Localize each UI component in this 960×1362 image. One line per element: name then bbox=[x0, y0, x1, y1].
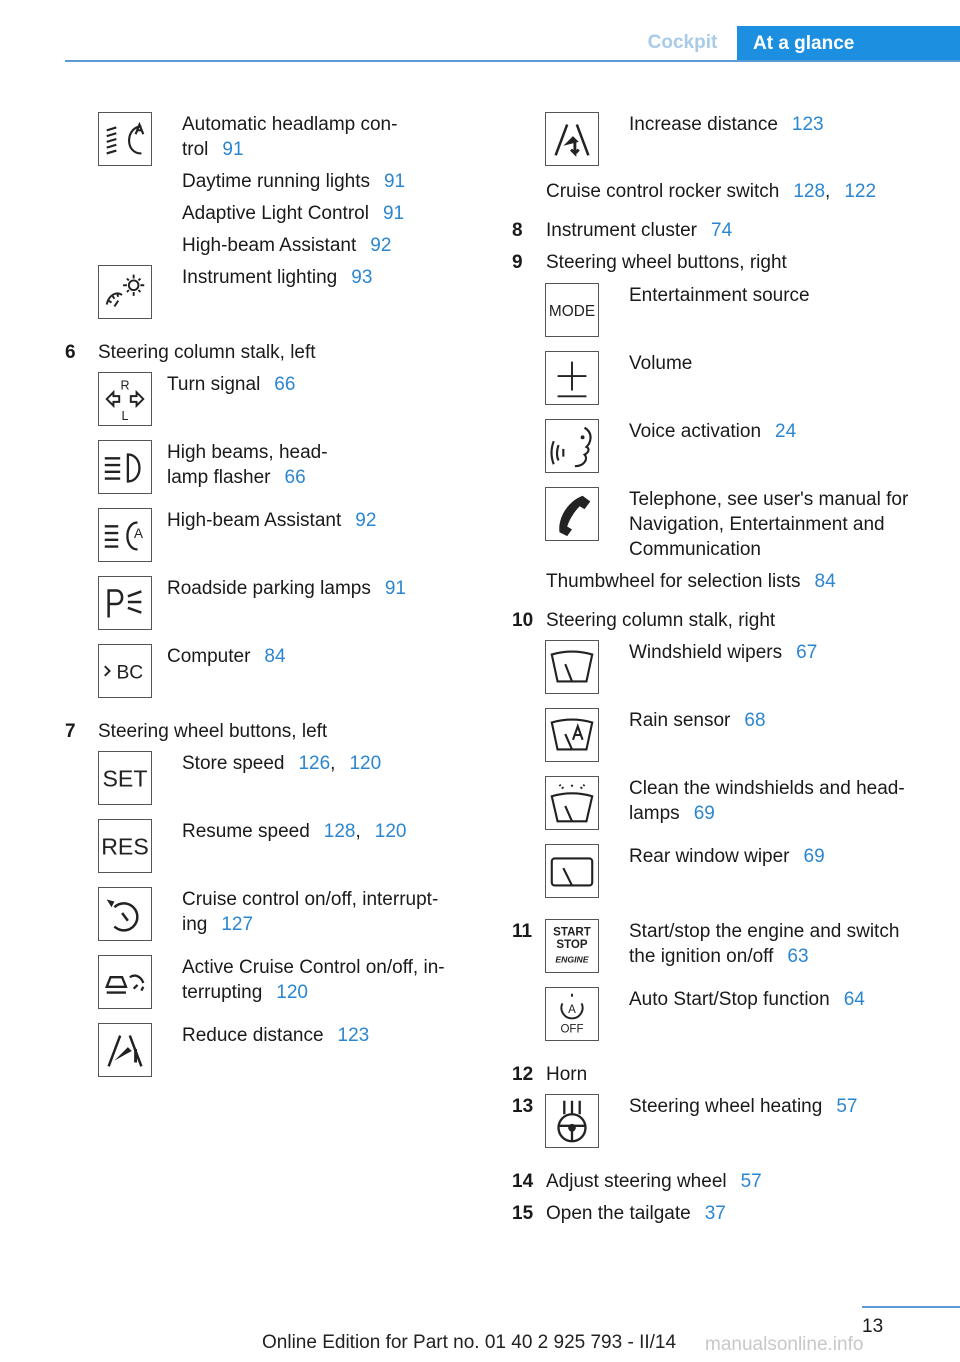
rain-sensor-icon bbox=[545, 708, 599, 762]
item-title: Steering column stalk, left bbox=[98, 342, 316, 363]
page-ref-link[interactable]: 64 bbox=[843, 989, 865, 1010]
page-ref-link[interactable]: 123 bbox=[791, 114, 824, 135]
svg-text:A: A bbox=[133, 525, 143, 541]
svg-text:R: R bbox=[120, 378, 130, 393]
page-ref-link[interactable]: 123 bbox=[337, 1025, 370, 1046]
svg-text:MODE: MODE bbox=[548, 302, 596, 320]
open-tailgate-row: Open the tailgate 37 bbox=[546, 1203, 726, 1224]
cruise-control-icon bbox=[98, 887, 152, 941]
page-ref-link[interactable]: 120 bbox=[374, 821, 407, 842]
start-stop-label-l1: Start/stop the engine and switch bbox=[629, 921, 900, 942]
header-rule bbox=[65, 60, 960, 62]
turn-signal-row: Turn signal 66 bbox=[167, 374, 296, 395]
computer-bc-icon bbox=[98, 644, 152, 698]
instrument-lighting-row: Instrument lighting 93 bbox=[182, 267, 373, 288]
cruise-label-l1: Cruise control on/off, interrupt- bbox=[182, 889, 439, 910]
daytime-lights-row: Daytime running lights 91 bbox=[182, 171, 406, 192]
item-title: Steering wheel buttons, left bbox=[98, 721, 328, 742]
auto-headlamp-icon bbox=[98, 112, 152, 166]
parking-lamp-icon bbox=[98, 576, 152, 630]
telephone-icon bbox=[545, 487, 599, 541]
page-ref-link[interactable]: 92 bbox=[370, 235, 392, 256]
turn-signal-icon bbox=[98, 372, 152, 426]
svg-text:SET: SET bbox=[102, 765, 148, 792]
steering-heating-icon bbox=[545, 1094, 599, 1148]
page-ref-link[interactable]: 68 bbox=[744, 710, 766, 731]
watermark: manualsonline.info bbox=[705, 1334, 864, 1355]
item-number: 15 bbox=[512, 1203, 534, 1224]
increase-distance-icon bbox=[545, 112, 599, 166]
steering-heating-row: Steering wheel heating 57 bbox=[629, 1096, 858, 1117]
store-speed-row: Store speed 126, 120 bbox=[182, 753, 382, 774]
page-ref-link[interactable]: 74 bbox=[711, 220, 733, 241]
adjust-steering-row: Adjust steering wheel 57 bbox=[546, 1171, 762, 1192]
increase-distance-row: Increase distance 123 bbox=[629, 114, 824, 135]
svg-text:START: START bbox=[553, 926, 591, 939]
page-ref-link[interactable]: 84 bbox=[264, 646, 286, 667]
page-ref-link[interactable]: 69 bbox=[803, 846, 825, 867]
item-number: 10 bbox=[512, 610, 534, 631]
auto-headlamp-label-l2: trol 91 bbox=[182, 139, 244, 160]
auto-start-stop-row: Auto Start/Stop function 64 bbox=[629, 989, 865, 1010]
cruise-rocker-row: Cruise control rocker switch 128, 122 bbox=[546, 181, 877, 202]
start-stop-button-icon bbox=[545, 919, 599, 973]
item-number: 6 bbox=[65, 342, 76, 363]
cruise-label-l2: ing 127 bbox=[182, 914, 254, 935]
page-ref-link[interactable]: 63 bbox=[787, 946, 809, 967]
adaptive-light-row: Adaptive Light Control 91 bbox=[182, 203, 405, 224]
edition-text: Online Edition for Part no. 01 40 2 925 793 - II/14 bbox=[262, 1332, 677, 1353]
page-ref-link[interactable]: 91 bbox=[222, 139, 244, 160]
clean-label-l2: lamps 69 bbox=[629, 803, 715, 824]
page-ref-link[interactable]: 92 bbox=[355, 510, 377, 531]
active-cruise-icon bbox=[98, 955, 152, 1009]
page-ref-link[interactable]: 91 bbox=[384, 578, 406, 599]
start-stop-label-l2: the ignition on/off 63 bbox=[629, 946, 809, 967]
page-ref-link[interactable]: 91 bbox=[382, 203, 405, 224]
page-ref-link[interactable]: 69 bbox=[693, 803, 715, 824]
res-button-icon bbox=[98, 819, 152, 873]
voice-activation-row: Voice activation 24 bbox=[629, 421, 797, 442]
page-ref-link[interactable]: 120 bbox=[276, 982, 308, 1003]
computer-row: Computer 84 bbox=[167, 646, 286, 667]
page-ref-link[interactable]: 93 bbox=[351, 267, 373, 288]
tab-at-a-glance[interactable]: At a glance bbox=[737, 26, 960, 61]
page-ref-link[interactable]: 122 bbox=[844, 181, 877, 202]
resume-speed-row: Resume speed 128, 120 bbox=[182, 821, 407, 842]
item-number: 12 bbox=[512, 1064, 534, 1085]
set-button-icon bbox=[98, 751, 152, 805]
page-ref-link[interactable]: 57 bbox=[740, 1171, 762, 1192]
windshield-wiper-icon bbox=[545, 640, 599, 694]
item-number: 8 bbox=[512, 220, 523, 241]
high-beam-assistant-row: High-beam Assistant 92 bbox=[182, 235, 392, 256]
rain-sensor-row: Rain sensor 68 bbox=[629, 710, 766, 731]
page-number: 13 bbox=[862, 1316, 884, 1337]
page-ref-link[interactable]: 67 bbox=[796, 642, 818, 663]
item-title: Steering column stalk, right bbox=[546, 610, 776, 631]
rear-wiper-row: Rear window wiper 69 bbox=[629, 846, 825, 867]
page-ref-link[interactable]: 84 bbox=[814, 571, 836, 592]
entertainment-source-label: Entertainment source bbox=[629, 285, 810, 306]
washer-icon bbox=[545, 776, 599, 830]
svg-text:OFF: OFF bbox=[560, 1023, 584, 1036]
page-ref-link[interactable]: 128 bbox=[793, 181, 826, 202]
auto-start-stop-icon bbox=[545, 987, 599, 1041]
footer-rule bbox=[862, 1306, 960, 1308]
item-number: 11 bbox=[512, 921, 533, 942]
page-ref-link[interactable]: 37 bbox=[704, 1203, 726, 1224]
item-number: 13 bbox=[512, 1096, 534, 1117]
svg-text:L: L bbox=[121, 409, 129, 424]
telephone-label-l2: Navigation, Entertainment and bbox=[629, 514, 885, 535]
item-title: Steering wheel buttons, right bbox=[546, 252, 787, 273]
item-number: 14 bbox=[512, 1171, 534, 1192]
page-ref-link[interactable]: 57 bbox=[836, 1096, 858, 1117]
high-beams-label-l1: High beams, head- bbox=[167, 442, 328, 463]
reduce-distance-icon bbox=[98, 1023, 152, 1077]
item-number: 9 bbox=[512, 252, 523, 273]
page-ref-link[interactable]: 126 bbox=[298, 753, 331, 774]
svg-text:A: A bbox=[568, 1004, 576, 1017]
auto-headlamp-label-l1: Automatic headlamp con- bbox=[182, 114, 398, 135]
page-ref-link[interactable]: 91 bbox=[383, 171, 406, 192]
volume-plus-icon bbox=[545, 351, 599, 405]
page-ref-link[interactable]: 127 bbox=[221, 914, 254, 935]
page-ref-link[interactable]: 66 bbox=[284, 467, 306, 488]
tab-cockpit[interactable]: Cockpit bbox=[647, 32, 718, 53]
windshield-wipers-row: Windshield wipers 67 bbox=[629, 642, 818, 663]
high-beam-assistant-icon bbox=[98, 508, 152, 562]
high-beam-assistant-row-2: High-beam Assistant 92 bbox=[167, 510, 377, 531]
telephone-label-l3: Communication bbox=[629, 539, 761, 560]
acc-label-l1: Active Cruise Control on/off, in- bbox=[182, 957, 445, 978]
page-ref-link[interactable]: 66 bbox=[274, 374, 296, 395]
thumbwheel-row: Thumbwheel for selection lists 84 bbox=[546, 571, 836, 592]
svg-text:RES: RES bbox=[101, 833, 149, 860]
high-beams-label-l2: lamp flasher 66 bbox=[167, 467, 306, 488]
instrument-cluster-row: Instrument cluster 74 bbox=[546, 220, 733, 241]
high-beam-icon bbox=[98, 440, 152, 494]
instrument-lighting-icon bbox=[98, 265, 152, 319]
mode-button-icon bbox=[545, 283, 599, 337]
page-ref-link[interactable]: 24 bbox=[775, 421, 797, 442]
page-ref-link[interactable]: 128 bbox=[323, 821, 356, 842]
svg-text:ENGINE: ENGINE bbox=[555, 954, 589, 965]
svg-text:STOP: STOP bbox=[556, 938, 588, 951]
item-number: 7 bbox=[65, 721, 76, 742]
telephone-label-l1: Telephone, see user's manual for bbox=[629, 489, 909, 510]
horn-label: Horn bbox=[546, 1064, 588, 1085]
rear-wiper-icon bbox=[545, 844, 599, 898]
reduce-distance-row: Reduce distance 123 bbox=[182, 1025, 370, 1046]
parking-lamps-row: Roadside parking lamps 91 bbox=[167, 578, 406, 599]
page-ref-link[interactable]: 120 bbox=[349, 753, 382, 774]
svg-text:BC: BC bbox=[116, 662, 144, 684]
voice-activation-icon bbox=[545, 419, 599, 473]
acc-label-l2: terrupting 120 bbox=[182, 982, 308, 1003]
volume-label: Volume bbox=[629, 353, 693, 374]
clean-label-l1: Clean the windshields and head- bbox=[629, 778, 905, 799]
